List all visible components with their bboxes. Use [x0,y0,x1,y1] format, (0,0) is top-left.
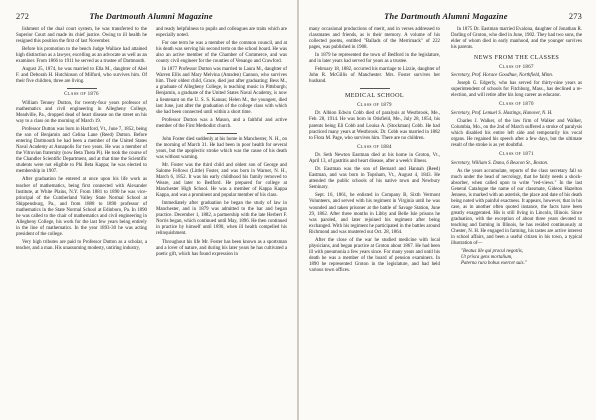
paragraph: Professor Dutton was born in Hartford, Vt., June 7, 1852, being the son of Benjamin and Celina Lane (Reed) Dutton. Before entering Dartmouth he had been a member of the United States Naval Academy at Annapolis for two years. He was a member of the Vitruvian fraternity (now Beta Theta Pi). He took the course of the Chandler Scientific Department, and at that time the Scientific students were not eligible to Phi Beta Kappa; he was elected to membership in 1907. [16,127,147,175]
paragraph: After graduation he entered at once upon his life work as teacher of mathematics, being first connected with Alexander Institute, at White Plains, N.Y. From 1881 to 1890 he was vice-principal of the Cumberland Valley State Normal School at Shippensburg, Pa., and from 1888 to 1890 professor of mathematics in the State Normal School at Edinboro, Pa. In 1890 he was called to the chair of mathematics and civil engineering in Allegheny College, his work for the last few years being entirely in the line of mathematics. In the year 1893-30 he was acting president of the college. [16,177,147,237]
text-column [16,27,147,260]
paragraph: Sept. 16, 1861, he enlisted in Company B, Sixth Vermont Volunteers, and served with his regiment in Virginia until he was wounded and taken prisoner at the battle of Savage Station, June 29, 1862. After three months in Libby and Belle Isle prisons he was paroled, and later rejoined his regiment after being exchanged. With his regiment he participated in the battles around Richmond and was mustered out Oct. 28, 1864. [309,193,440,235]
paragraph: Professor Dutton was a Mason, and a faithful and active member of the First Methodist church. [156,117,287,129]
magazine-title: The Dartmouth Alumni Magazine [384,12,508,21]
right-page [299,0,596,420]
paragraph: Charles J. Walker, of the law firm of Walker and Walker, Columbia, Mo., on the 2nd of March suffered a stroke of paralysis which disabled his entire left side and temporarily his vocal organs. He regained his speech after a few days, but the ultimate result of the stroke is as yet doubtful. [451,118,582,149]
paragraph: As the years accumulate, reports of the class secretary fall so much under the head of necrology, that he fairly needs a shock-absorber, when called upon to write "red-views." In the last General Catalogue the name of our classmate, Gideon Hazelton Jenness, is marked with an asterisk, the place and date of his death being noted with painful exactness. It appears, however, that in his case, as in another often quoted instance, the facts have been greatly exaggerated. His is still living in Lincoln, Illinois. Since graduation, with the exception of about three years devoted to teaching and farming in Illinois, he has resided continuously at Chester, N. H. He engaged in farming, his tastes are active interest in school affairs, and been a useful citizen in his town, a typical illustration of— [451,168,582,247]
verse-line: Ut prisca gens mortalium, [461,255,513,261]
section-heading: Class of 1871 [499,152,534,158]
paragraph: In 1875 Dr. Eastman married Evalona, daughter of Jonathan R. Darling of Groton, who died in June, 1902. They had two sons, the elder of whom died in early manhood, and the younger survives his parents. [451,27,582,51]
section-heading: Class of 1884 [357,144,392,150]
paragraph: Before his promotion to the bench Judge Wallace had attained high distinction as a lawyer, excelling as an advocate as well as an examiner. From 1866 to 1911 he served as a trustee of Dartmouth. [16,47,147,65]
verse-line: "Beatus ille qui procul negotiis, [461,249,524,255]
paragraph: In 1879 he represented the town of Bedford in the legislature, and in later years had served for years as a trustee. [309,53,440,65]
secretary-line: Secretary, Prof. Lemuel S. Hastings, Hanover, N. H. [451,110,553,116]
paragraph: Immediately after graduation he began the study of law in Manchester, and in 1879 was admitted to the bar and began practice. December 1, 1882, a partnership with the late Herbert F. Norris began, which continued until May, 1896. He then continued in practice by himself until 1890, when ill health compelled his relinquishment. [156,201,287,237]
section-heading: Class of 1879 [357,102,392,108]
paragraph: After the close of the war he studied medicine with local physicians, and began practice at Groton about 1867. He had been ill with pneumonia a few years since. For many years and until his death he was a member of the board of pension examiners. In 1890 he represented Groton in the legislature, and had held various town offices. [309,237,440,273]
paragraph: Very high tributes are paid to Professor Dutton as a scholar, a teacher, and a man. His unassuming modesty, untiring industry, [16,239,147,251]
paragraph: many occasional productions of merit, and in verses addressed to classmates and friends, as is their memory. A volume of his collected poems, entitled "Ballads of the Merrimack" of 222 pages, was published in 1908. [309,27,440,51]
paragraph: Throughout his life Mr. Foster has been known as a sportsman and a lover of nature, and during his later years he has cultivated a poetic gift, which has found expression in [156,239,287,257]
running-head-right [309,12,582,21]
paragraph: William Tenney Dutton, for twenty-four years professor of mathematics and civil engineering in Allegheny College, Meadville, Pa., dropped dead of heart disease on the street on his way to a class on the morning of March 19. [16,100,147,125]
paragraph: John Foster died suddenly at his home in Manchester, N. H., on the morning of March 31. He had been in poor health for several years, but the apoplectic stroke which was the cause of his death was without warning. [156,136,287,160]
secretary-line: Secretary, Prof. Horace Goodhue, Northfield, Minn. [451,73,554,79]
paragraph: February 18, 1882, occurred his marriage to Lizzie, daughter of John R. McGillis of Manchester. Mrs. Foster survives her husband. [309,67,440,85]
section-heading: Class of 1870 [499,102,534,108]
paragraph: Dr. Seth Newton Eastman died at his home in Groton, Vt., April 13, of gastritis and heart disease, after a week's illness. [309,153,440,165]
section-rule [67,88,97,89]
text-column [309,27,440,276]
page-number: 273 [568,12,582,21]
paragraph: August 25, 1874, he was married to Ella M., daughter of Abel F. and Deborah H. Hutchinson of Milford, who survives him. Of their five children, three are living. [16,67,147,85]
paragraph: Joseph G. Edgerly, who has served for thirty-nine years as superintendent of schools for Fitchburg, Mass., has declined a re-election, and will retire after his long career as educator. [451,81,582,99]
page-number: 272 [16,12,30,21]
running-head-left [16,12,287,21]
paragraph: For one term he was a member of the common council, and at his death was serving his second term on the school board. He was also an active member of the Chamber of Commerce, and was county civil engineer for the counties of Venango and Crawford. [156,41,287,65]
paragraph: and ready helpfulness to pupils and colleagues are traits which are especially noted. [156,27,287,39]
section-heading: MEDICAL SCHOOL [344,93,405,100]
secretary-line: Secretary, William S. Dana, 6 Beacon St., Boston. [451,160,549,166]
section-heading: Class of 1876 [64,92,99,98]
paragraph: Dr. Albion Edwin Cobb died of paralysis at Westbrook, Me., Feb. 28, 1914. He was born in Otisfield, Me., July 28, 1854, his parents being Eli Cobb and Louisa A. (Stockman) Cobb. He had practiced many years at Westbrook. Dr. Cobb was married in 1882 to Flora M. Page, who survives him. There are no children. [309,111,440,141]
paragraph: In 1877 Professor Dutton was married to Laura M., daughter of Warren Ellis and Mary Melvina (Amsden) Cannon, who survives him. Their oldest child, Grace, died just after graduating; Bess M., a graduate of Allegheny College, is teaching music in Pittsburgh; Benjamin, a graduate of the United States Naval Academy, is now a lieutenant on the U. S. S. Kansas; Helen M., the youngest, died last June, just after the graduation of the college class with which she had been connected until within a short time. [156,67,287,115]
paragraph: Mr. Foster was the third child and oldest son of George and Salome Fellows (Little) Foster, and was born in Warner, N. H., March 6, 1852. It was his early childhood his family removed to Weare, and later to Bedford. He prepared for college at Manchester High School. He was a member of Kappa Kappa Kappa, and was a prominent and popular member of his class. [156,162,287,199]
verse-line: Paterna rura bobus exercet suis." [461,261,527,267]
paragraph: lishment of the dual court system, he was transferred to the Superior Court and made its chief justice. Owing to ill health he resigned this position the first of last November. [16,27,147,45]
left-page [0,0,297,420]
text-column [156,27,287,260]
text-column [451,27,582,276]
section-rule [360,88,390,89]
magazine-title: The Dartmouth Alumni Magazine [89,12,213,21]
section-heading: NEWS FROM THE CLASSES [473,55,560,62]
section-rule [207,133,237,134]
section-heading: Class of 1867 [499,64,534,70]
paragraph: Dr. Eastman was the son of Bernard and Hannah (Reed) Eastman, and was born in Topsham, Vt., August 4, 1843. He attended the public schools of his native town and Newbury Seminary. [309,167,440,191]
